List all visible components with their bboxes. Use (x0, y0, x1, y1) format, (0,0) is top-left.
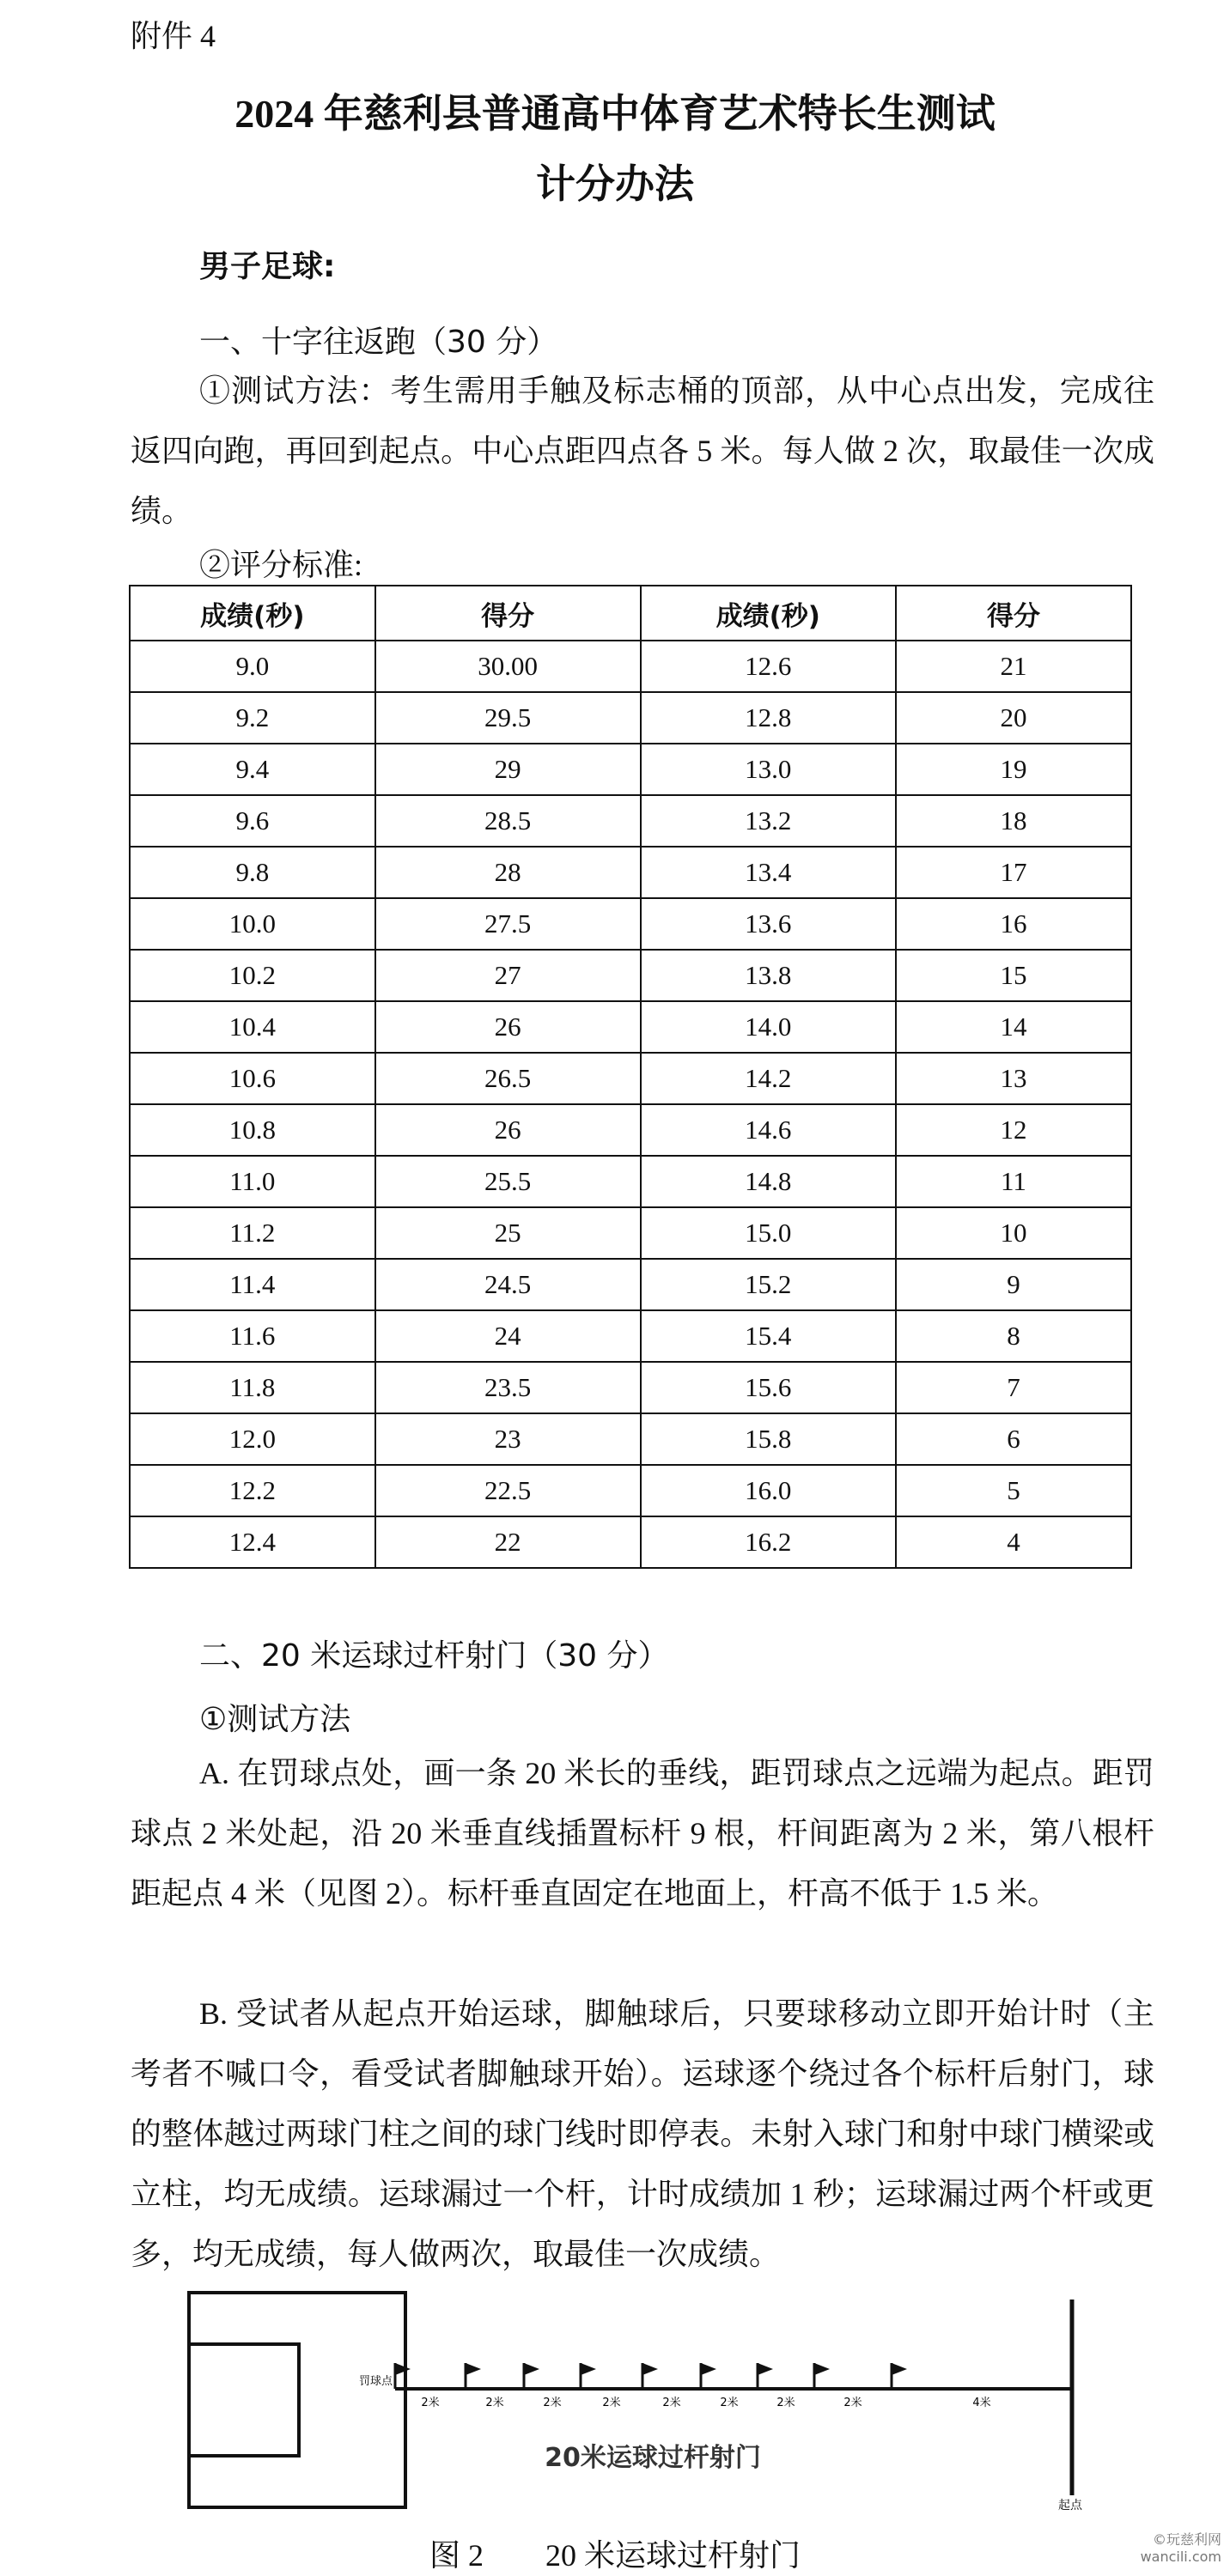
table-row (130, 1413, 1131, 1465)
table-row (130, 1310, 1131, 1362)
table-cell: 27 (375, 950, 641, 1001)
pole-group (395, 2363, 907, 2389)
table-cell: 12.6 (641, 641, 896, 692)
table-cell: 9.8 (130, 847, 375, 898)
section1-heading: 一、十字往返跑（30 分） (199, 325, 558, 360)
table-cell: 12.4 (130, 1516, 375, 1568)
table-cell: 9.0 (130, 641, 375, 692)
segment-label-group (421, 2396, 990, 2409)
table-cell: 13.4 (641, 847, 896, 898)
table-cell: 13.8 (641, 950, 896, 1001)
table-cell: 15.4 (641, 1310, 896, 1362)
table-row (130, 898, 1131, 950)
table-cell: 28 (375, 847, 641, 898)
table-cell: 11.8 (130, 1362, 375, 1413)
section1-standard-label: ②评分标准: (199, 548, 363, 582)
table-cell: 26 (375, 1104, 641, 1156)
segment-distance-label: 2米 (602, 2397, 621, 2409)
table-cell: 12.2 (130, 1465, 375, 1516)
table-cell: 21 (896, 641, 1131, 692)
table-row (130, 744, 1131, 795)
table-row (130, 950, 1131, 1001)
table-cell: 11.6 (130, 1310, 375, 1362)
table-cell: 17 (896, 847, 1131, 898)
table-cell: 5 (896, 1465, 1131, 1516)
table-row (130, 1362, 1131, 1413)
table-header-cell: 得分 (896, 586, 1131, 641)
category-heading: 男子足球: (199, 249, 336, 284)
table-cell: 16.2 (641, 1516, 896, 1568)
start-point-label: 起点 (1058, 2499, 1082, 2512)
table-row (130, 1259, 1131, 1310)
table-cell: 24 (375, 1310, 641, 1362)
document-subtitle: 计分办法 (536, 162, 694, 206)
table-cell: 15.6 (641, 1362, 896, 1413)
table-cell: 29 (375, 744, 641, 795)
table-cell: 13 (896, 1053, 1131, 1104)
section2-heading: 二、20 米运球过杆射门（30 分） (199, 1638, 669, 1674)
table-cell: 11.0 (130, 1156, 375, 1207)
pole-flag-icon (701, 2363, 716, 2389)
segment-distance-label: 4米 (972, 2397, 991, 2409)
table-cell: 12.0 (130, 1413, 375, 1465)
segment-distance-label: 2米 (720, 2397, 739, 2409)
table-row (130, 1465, 1131, 1516)
table-cell: 11 (896, 1156, 1131, 1207)
pole-flag-icon (814, 2363, 830, 2389)
table-row (130, 1104, 1131, 1156)
dribble-course-diagram (172, 2284, 1117, 2524)
table-cell: 13.2 (641, 795, 896, 847)
pole-flag-icon (395, 2363, 411, 2389)
table-cell: 23 (375, 1413, 641, 1465)
table-cell: 12 (896, 1104, 1131, 1156)
table-cell: 22.5 (375, 1465, 641, 1516)
table-cell: 14 (896, 1001, 1131, 1053)
table-header-cell: 得分 (375, 586, 641, 641)
diagram-title: 20米运球过杆射门 (545, 2443, 761, 2473)
table-cell: 29.5 (375, 692, 641, 744)
watermark-line2: wancili.com (1140, 2549, 1221, 2565)
segment-distance-label: 2米 (485, 2397, 504, 2409)
table-row (130, 1156, 1131, 1207)
table-cell: 10 (896, 1207, 1131, 1259)
pole-flag-icon (892, 2363, 907, 2389)
table-cell: 25 (375, 1207, 641, 1259)
table-cell: 14.8 (641, 1156, 896, 1207)
table-cell: 13.0 (641, 744, 896, 795)
table-header-row (130, 586, 1131, 641)
table-cell: 6 (896, 1413, 1131, 1465)
pole-flag-icon (466, 2363, 481, 2389)
segment-distance-label: 2米 (543, 2397, 562, 2409)
watermark (1141, 2531, 1221, 2566)
table-cell: 14.6 (641, 1104, 896, 1156)
table-header-cell: 成绩(秒) (130, 586, 375, 641)
watermark-line1: ©玩慈利网 (1152, 2531, 1221, 2548)
attachment-label: 附件 4 (131, 19, 216, 53)
pole-flag-icon (524, 2363, 539, 2389)
table-cell: 26 (375, 1001, 641, 1053)
table-cell: 10.2 (130, 950, 375, 1001)
segment-distance-label: 2米 (662, 2397, 681, 2409)
table-cell: 9.2 (130, 692, 375, 744)
table-cell: 9.4 (130, 744, 375, 795)
table-cell: 20 (896, 692, 1131, 744)
table-cell: 26.5 (375, 1053, 641, 1104)
table-header-cell: 成绩(秒) (641, 586, 896, 641)
table-cell: 10.6 (130, 1053, 375, 1104)
table-cell: 8 (896, 1310, 1131, 1362)
table-cell: 7 (896, 1362, 1131, 1413)
table-cell: 11.2 (130, 1207, 375, 1259)
table-cell: 10.0 (130, 898, 375, 950)
table-cell: 10.8 (130, 1104, 375, 1156)
section2-method-label: ①测试方法 (199, 1702, 351, 1737)
table-cell: 10.4 (130, 1001, 375, 1053)
pole-flag-icon (642, 2363, 658, 2389)
goal-area (189, 2344, 299, 2456)
table-cell: 15.8 (641, 1413, 896, 1465)
table-cell: 16 (896, 898, 1131, 950)
table-cell: 13.6 (641, 898, 896, 950)
document-title: 2024 年慈利县普通高中体育艺术特长生测试 (234, 92, 996, 136)
section2-para-a: A. 在罚球点处，画一条 20 米长的垂线，距罚球点之远端为起点。距罚球点 2 米处起，沿 20 米垂直线插置标杆 9 根，杆间距离为 2 米，第八根杆距起点 4 米（见图 2）。标杆垂直固定在地面上，杆高不低于 1.5 米。 (131, 1756, 1154, 1911)
table-cell: 15.0 (641, 1207, 896, 1259)
table-cell: 27.5 (375, 898, 641, 950)
table-cell: 4 (896, 1516, 1131, 1568)
table-row (130, 692, 1131, 744)
table-row (130, 1516, 1131, 1568)
table-cell: 25.5 (375, 1156, 641, 1207)
table-row (130, 1207, 1131, 1259)
section2-para-b: B. 受试者从起点开始运球，脚触球后，只要球移动立即开始计时（主考者不喊口令，看受试者脚触球开始）。运球逐个绕过各个标杆后射门，球的整体越过两球门柱之间的球门线时即停表。未射入球门和射中球门横梁或立柱，均无成绩。运球漏过一个杆，计时成绩加 1 秒；运球漏过两个杆或更多，均无成绩，每人做两次，取最佳一次成绩。 (131, 1996, 1154, 2271)
pole-flag-icon (758, 2363, 773, 2389)
table-cell: 16.0 (641, 1465, 896, 1516)
table-row (130, 1053, 1131, 1104)
table-cell: 9 (896, 1259, 1131, 1310)
table-cell: 30.00 (375, 641, 641, 692)
section1-method: ①测试方法：考生需用手触及标志桶的顶部，从中心点出发，完成往返四向跑，再回到起点。中心点距四点各 5 米。每人做 2 次，取最佳一次成绩。 (131, 374, 1154, 528)
penalty-spot-label: 罚球点 (359, 2375, 393, 2388)
table-cell: 14.2 (641, 1053, 896, 1104)
table-cell: 23.5 (375, 1362, 641, 1413)
segment-distance-label: 2米 (776, 2397, 795, 2409)
segment-distance-label: 2米 (843, 2397, 862, 2409)
pole-flag-icon (581, 2363, 596, 2389)
table-cell: 14.0 (641, 1001, 896, 1053)
score-table (129, 585, 1132, 1569)
figure-caption: 图 2 20 米运球过杆射门 (429, 2538, 801, 2573)
table-cell: 12.8 (641, 692, 896, 744)
table-row (130, 847, 1131, 898)
table-row (130, 795, 1131, 847)
table-cell: 24.5 (375, 1259, 641, 1310)
table-row (130, 1001, 1131, 1053)
table-cell: 9.6 (130, 795, 375, 847)
table-cell: 15 (896, 950, 1131, 1001)
table-cell: 11.4 (130, 1259, 375, 1310)
segment-distance-label: 2米 (421, 2397, 440, 2409)
table-row (130, 641, 1131, 692)
table-cell: 28.5 (375, 795, 641, 847)
table-cell: 15.2 (641, 1259, 896, 1310)
table-cell: 22 (375, 1516, 641, 1568)
table-cell: 18 (896, 795, 1131, 847)
table-cell: 19 (896, 744, 1131, 795)
